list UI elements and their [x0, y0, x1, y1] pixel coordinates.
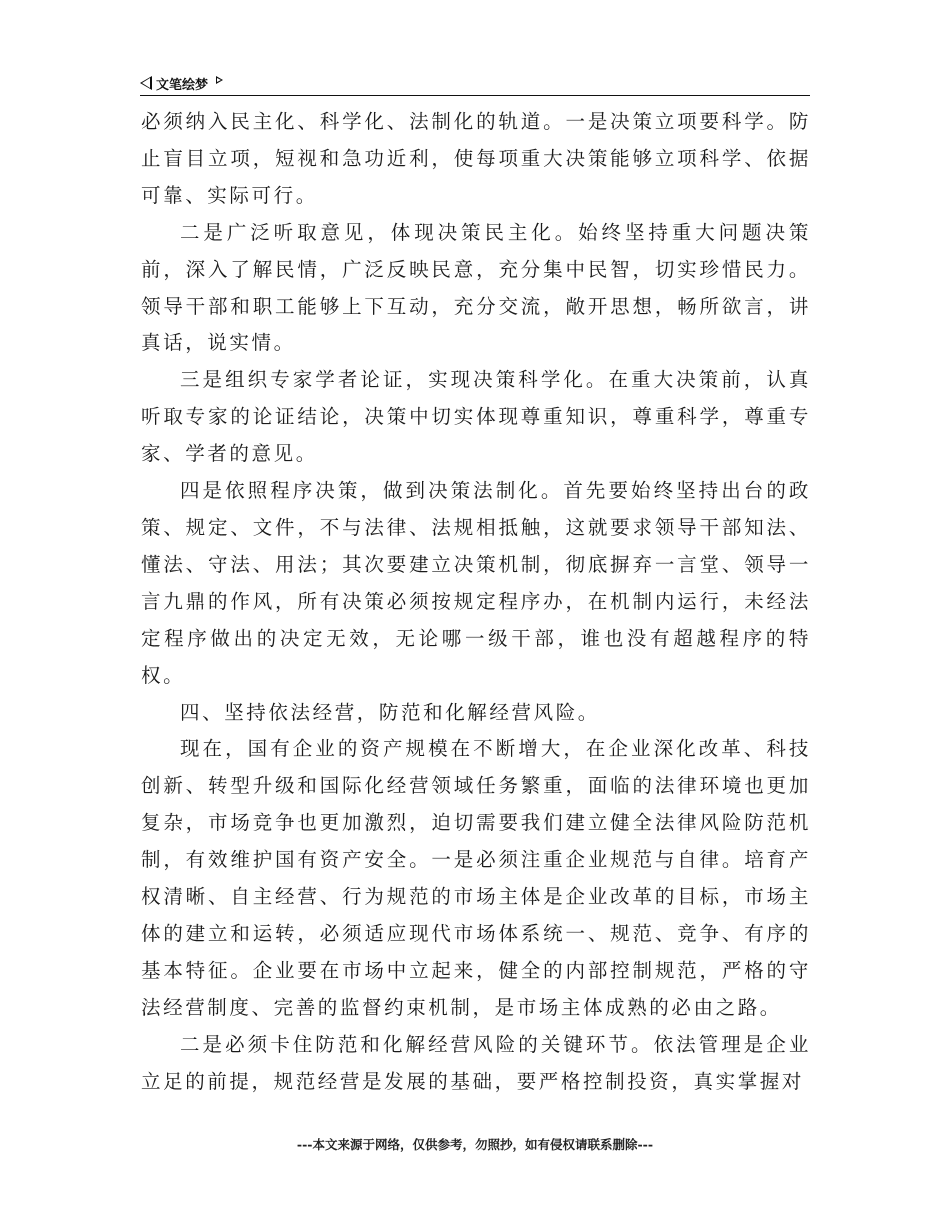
header-title: 文笔绘梦	[156, 77, 209, 93]
document-body	[141, 104, 811, 1100]
paragraph-4: 四是依照程序决策，做到决策法制化。首先要始终坚持出台的政策、规定、文件，不与法律、法规相抵触，这就要求领导干部知法、懂法、守法、用法；其次要建立决策机制，彻底摒弃一言堂、领导一言九鼎的作风，所有决策必须按规定程序办，在机制内运行，未经法定程序做出的决定无效，无论哪一级干部，谁也没有超越程序的特权。	[141, 479, 811, 687]
header-row	[140, 72, 810, 94]
paragraph-3: 三是组织专家学者论证，实现决策科学化。在重大决策前，认真听取专家的论证结论，决策中切实体现尊重知识，尊重科学，尊重专家、学者的意见。	[141, 368, 811, 466]
header-divider	[140, 95, 810, 96]
page-header	[140, 72, 810, 96]
paragraph-2: 二是广泛听取意见，体现决策民主化。始终坚持重大问题决策前，深入了解民情，广泛反映民意，充分集中民智，切实珍惜民力。领导干部和职工能够上下互动，充分交流，敞开思想，畅所欲言，讲真话，说实情。	[141, 220, 811, 355]
paragraph-1: 必须纳入民主化、科学化、法制化的轨道。一是决策立项要科学。防止盲目立项，短视和急功近利，使每项重大决策能够立项科学、依据可靠、实际可行。	[141, 110, 811, 207]
footer-disclaimer: ---本文来源于网络，仅供参考，勿照抄，如有侵权请联系删除---	[296, 1137, 654, 1152]
paragraph-5: 现在，国有企业的资产规模在不断增大，在企业深化改革、科技创新、转型升级和国际化经营领域任务繁重，面临的法律环境也更加复杂，市场竞争也更加激烈，迫切需要我们建立健全法律风险防范机制，有效维护国有资产安全。一是必须注重企业规范与自律。培育产权清晰、自主经营、行为规范的市场主体是企业改革的目标，市场主体的建立和运转，必须适应现代市场体系统一、规范、竞争、有序的基本特征。企业要在市场中立起来，健全的内部控制规范，严格的守法经营制度、完善的监督约束机制，是市场主体成熟的必由之路。	[141, 737, 811, 1019]
paragraph-6: 二是必须卡住防范和化解经营风险的关键环节。依法管理是企业立足的前提，规范经营是发展的基础，要严格控制投资，真实掌握对	[141, 1032, 811, 1093]
section-heading: 四、坚持依法经营，防范和化解经营风险。	[180, 700, 600, 724]
triangle-left-icon	[140, 76, 152, 90]
triangle-right-icon	[216, 76, 223, 84]
